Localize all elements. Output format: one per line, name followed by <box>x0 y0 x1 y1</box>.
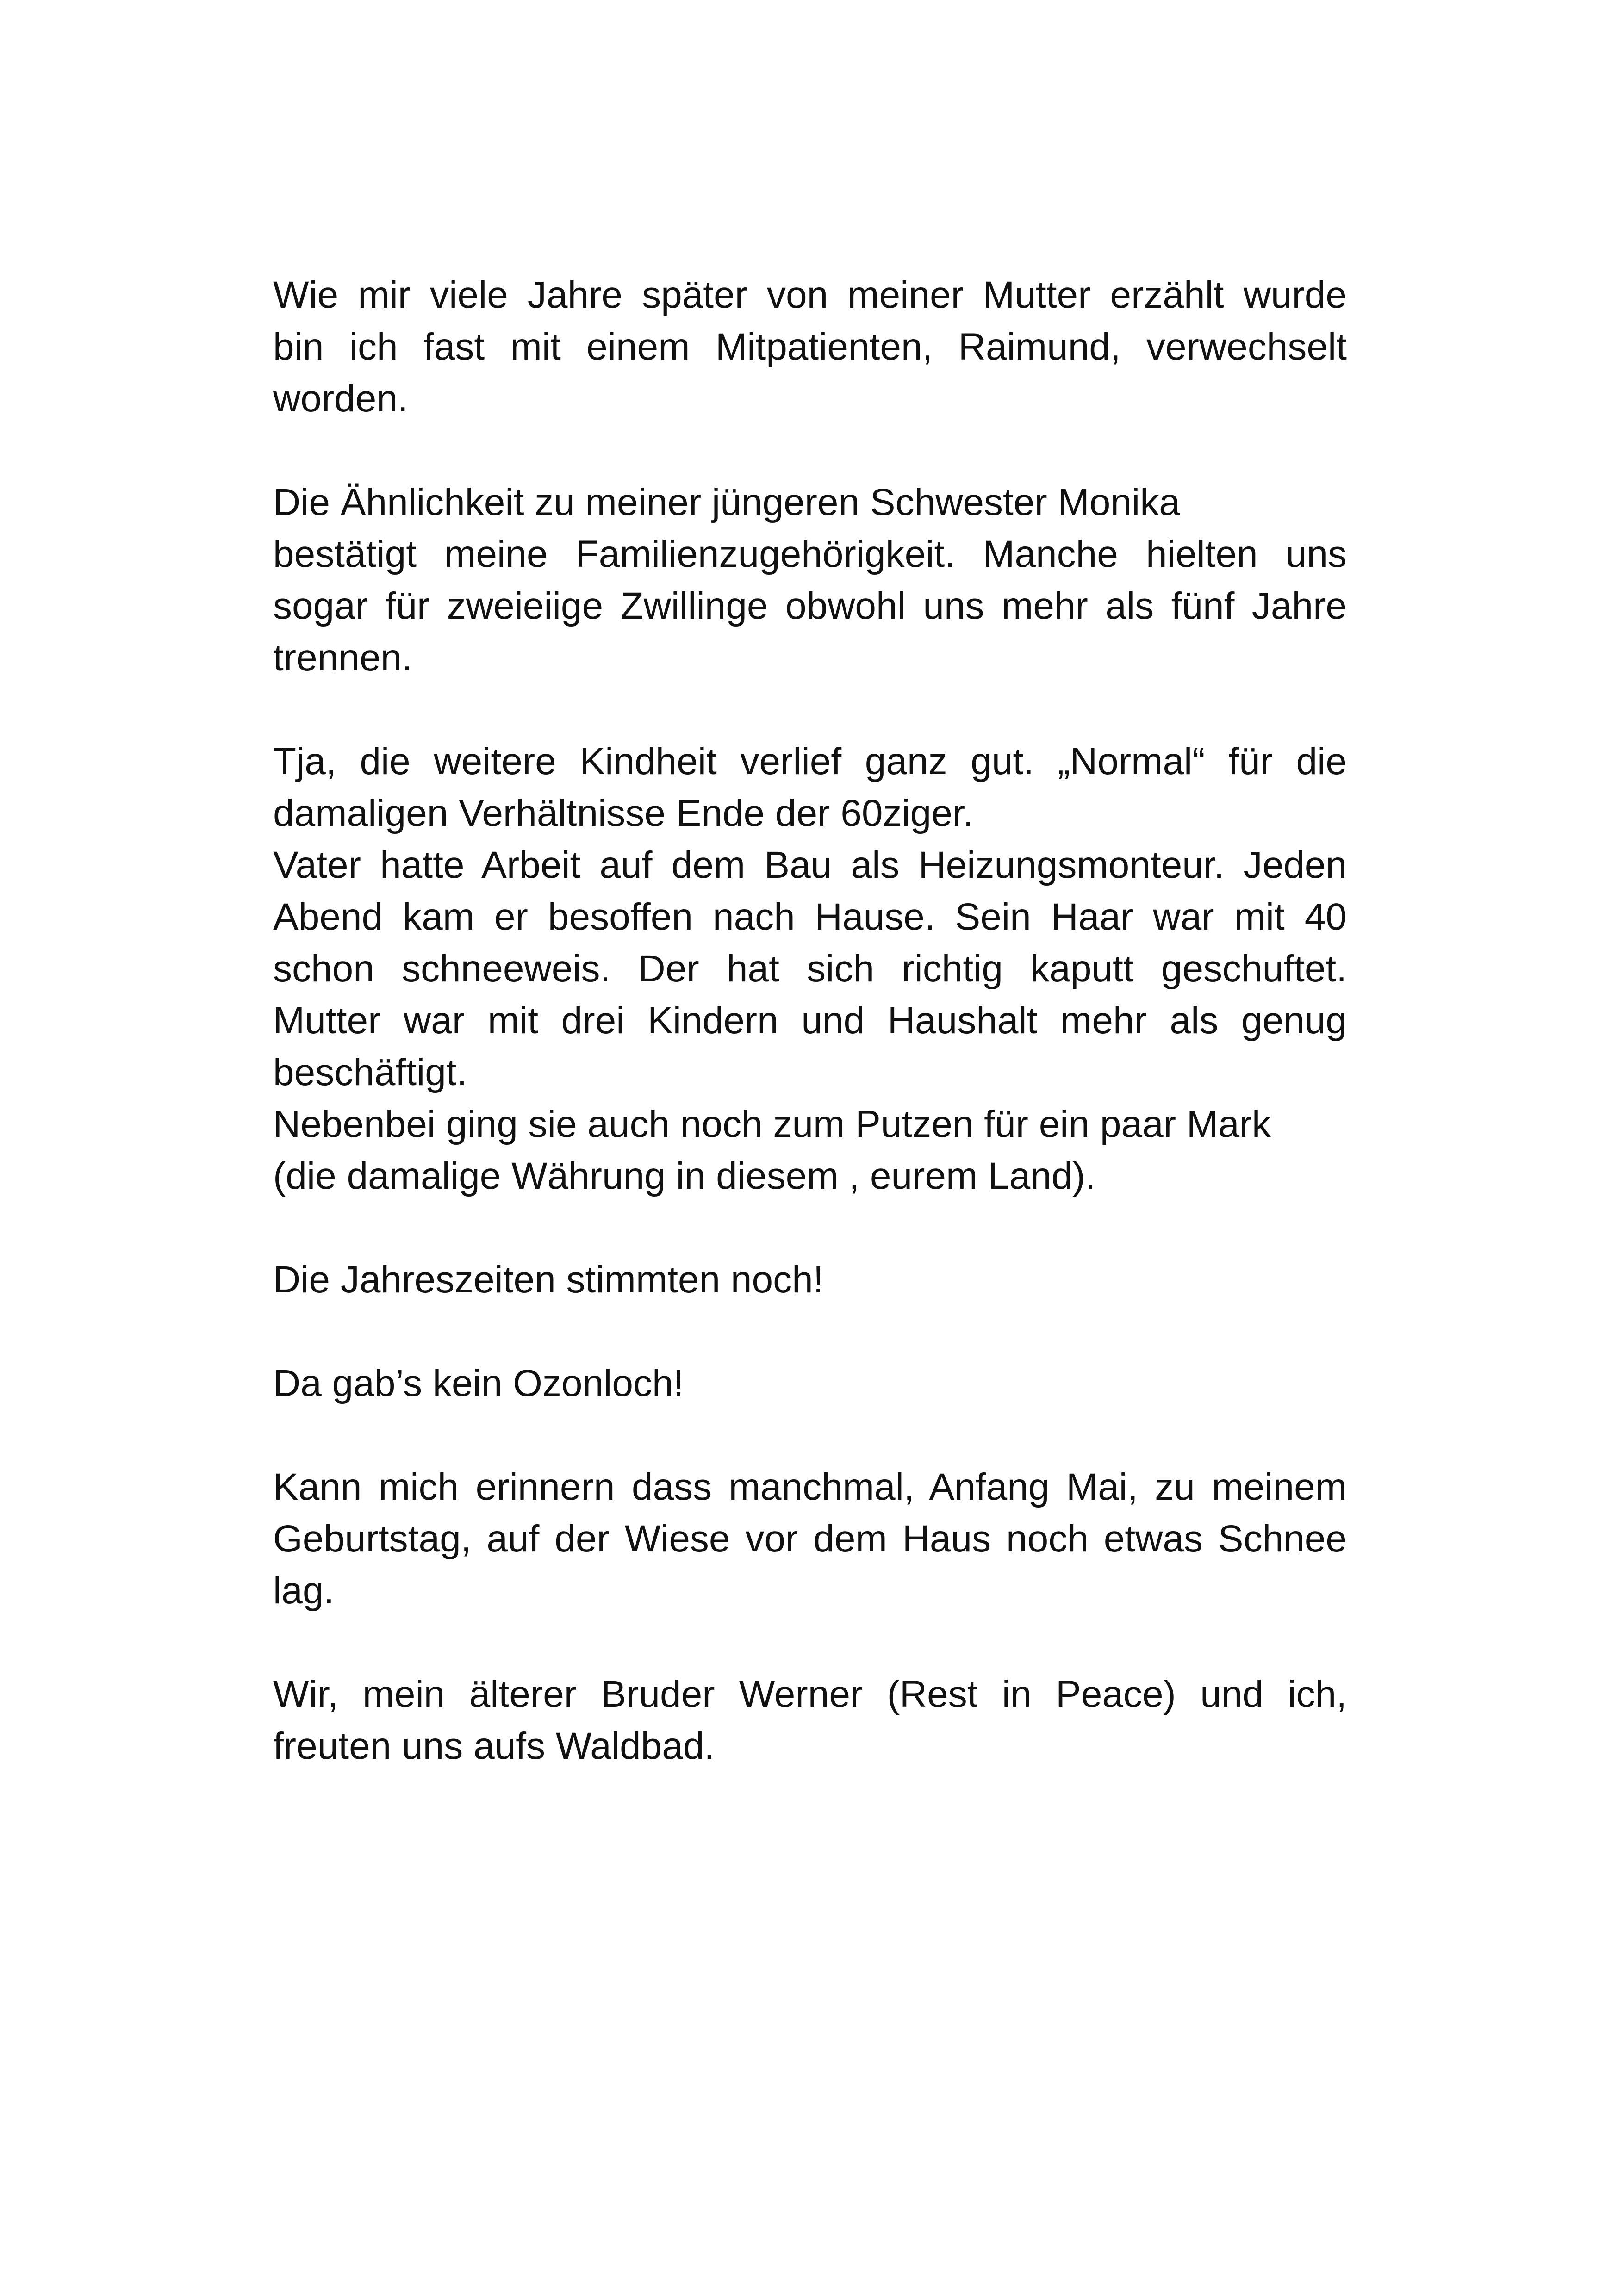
text-line: Nebenbei ging sie auch noch zum Putzen für ein paar Mark <box>273 1103 1271 1145</box>
text-line: Abend kam er besoffen nach Hause. Sein Haar war mit 40 <box>273 896 1347 938</box>
text-line: Wir, mein älterer Bruder Werner (Rest in Peace) und ich, <box>273 1673 1347 1715</box>
text-line: damaligen Verhältnisse Ende der 60ziger. <box>273 792 974 834</box>
body-text <box>273 269 1347 1824</box>
text-line: lag. <box>273 1570 335 1612</box>
text-line: sogar für zweieiige Zwillinge obwohl uns mehr als fünf Jahre <box>273 585 1347 627</box>
paragraph-8 <box>273 1461 1347 1617</box>
text-line: (die damalige Währung in diesem , eurem Land). <box>273 1155 1096 1197</box>
paragraph-5 <box>273 1098 1347 1202</box>
text-line: Vater hatte Arbeit auf dem Bau als Heizungsmonteur. Jeden <box>273 844 1347 886</box>
text-line: worden. <box>273 378 408 420</box>
text-line: trennen. <box>273 637 412 679</box>
paragraph-1 <box>273 269 1347 425</box>
text-line: Kann mich erinnern dass manchmal, Anfang Mai, zu meinem <box>273 1466 1347 1508</box>
paragraph-7 <box>273 1358 1347 1409</box>
text-line: Die Ähnlichkeit zu meiner jüngeren Schwester Monika <box>273 481 1180 523</box>
paragraph-2 <box>273 477 1347 684</box>
paragraph-4 <box>273 839 1347 1098</box>
text-line: Geburtstag, auf der Wiese vor dem Haus noch etwas Schnee <box>273 1518 1347 1560</box>
text-line: Wie mir viele Jahre später von meiner Mutter erzählt wurde <box>273 274 1347 316</box>
text-line: Tja, die weitere Kindheit verlief ganz gut. „Normal“ für die <box>273 740 1347 782</box>
text-line: bin ich fast mit einem Mitpatienten, Raimund, verwechselt <box>273 326 1347 368</box>
paragraph-9 <box>273 1669 1347 1772</box>
text-line: Mutter war mit drei Kindern und Haushalt mehr als genug <box>273 999 1347 1042</box>
paragraph-6 <box>273 1254 1347 1306</box>
text-line: freuten uns aufs Waldbad. <box>273 1725 715 1767</box>
paragraph-3 <box>273 736 1347 839</box>
text-line: bestätigt meine Familienzugehörigkeit. Manche hielten uns <box>273 533 1347 575</box>
text-line: schon schneeweis. Der hat sich richtig kaputt geschuftet. <box>273 948 1347 990</box>
text-line: beschäftigt. <box>273 1051 467 1093</box>
text-line: Die Jahreszeiten stimmten noch! <box>273 1259 824 1301</box>
text-line: Da gab’s kein Ozonloch! <box>273 1362 684 1404</box>
